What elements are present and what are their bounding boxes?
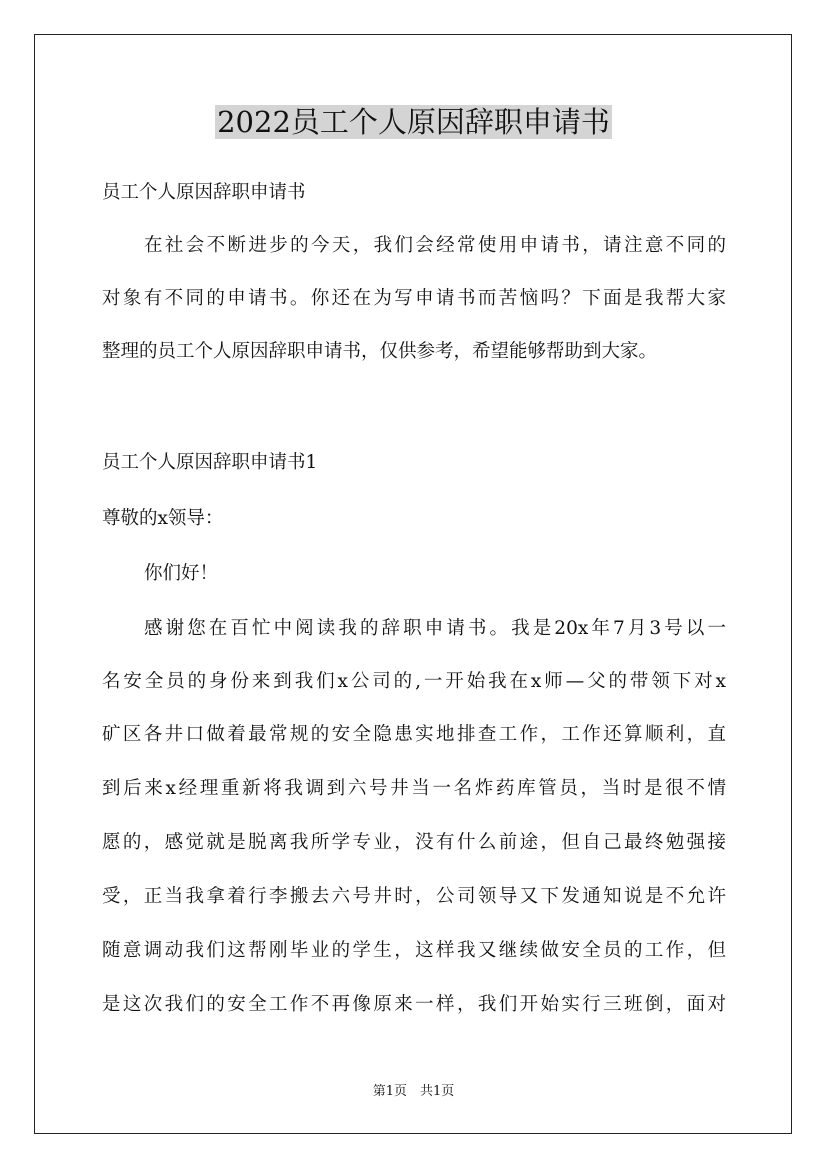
paragraph-line: 在社会不断进步的今天，我们会经常使用申请书，请注意不同的 [144, 235, 726, 256]
subtitle-line: 员工个人原因辞职申请书 [102, 182, 306, 203]
paragraph-line: 感谢您在百忙中阅读我的辞职申请书。我是20x年7月3号以一 [144, 618, 726, 639]
section-heading: 员工个人原因辞职申请书1 [102, 452, 318, 473]
paragraph-line: 受，正当我拿着行李搬去六号井时，公司领导又下发通知说是不允许 [102, 886, 726, 907]
salutation: 尊敬的x领导： [102, 508, 224, 529]
paragraph-line: 矿区各井口做着最常规的安全隐患实地排查工作，工作还算顺利，直 [102, 724, 726, 745]
paragraph-line: 整理的员工个人原因辞职申请书，仅供参考，希望能够帮助到大家。 [102, 341, 658, 362]
paragraph-line: 愿的，感觉就是脱离我所学专业，没有什么前途，但自己最终勉强接 [102, 832, 726, 853]
paragraph-line: 对象有不同的申请书。你还在为写申请书而苦恼吗？下面是我帮大家 [102, 288, 726, 309]
document-title [0, 100, 827, 144]
document-title-text: 2022员工个人原因辞职申请书 [217, 105, 610, 139]
paragraph-line: 随意调动我们这帮刚毕业的学生，这样我又继续做安全员的工作，但 [102, 940, 726, 961]
page-number-footer: 第1页 共1页 [372, 1084, 455, 1099]
paragraph-line: 到后来x经理重新将我调到六号井当一名炸药库管员，当时是很不情 [102, 778, 726, 799]
paragraph-line: 是这次我们的安全工作不再像原来一样，我们开始实行三班倒，面对 [102, 994, 726, 1015]
greeting: 你们好！ [144, 563, 219, 584]
paragraph-line: 名安全员的身份来到我们x公司的,一开始我在x师—父的带领下对x [102, 671, 726, 692]
